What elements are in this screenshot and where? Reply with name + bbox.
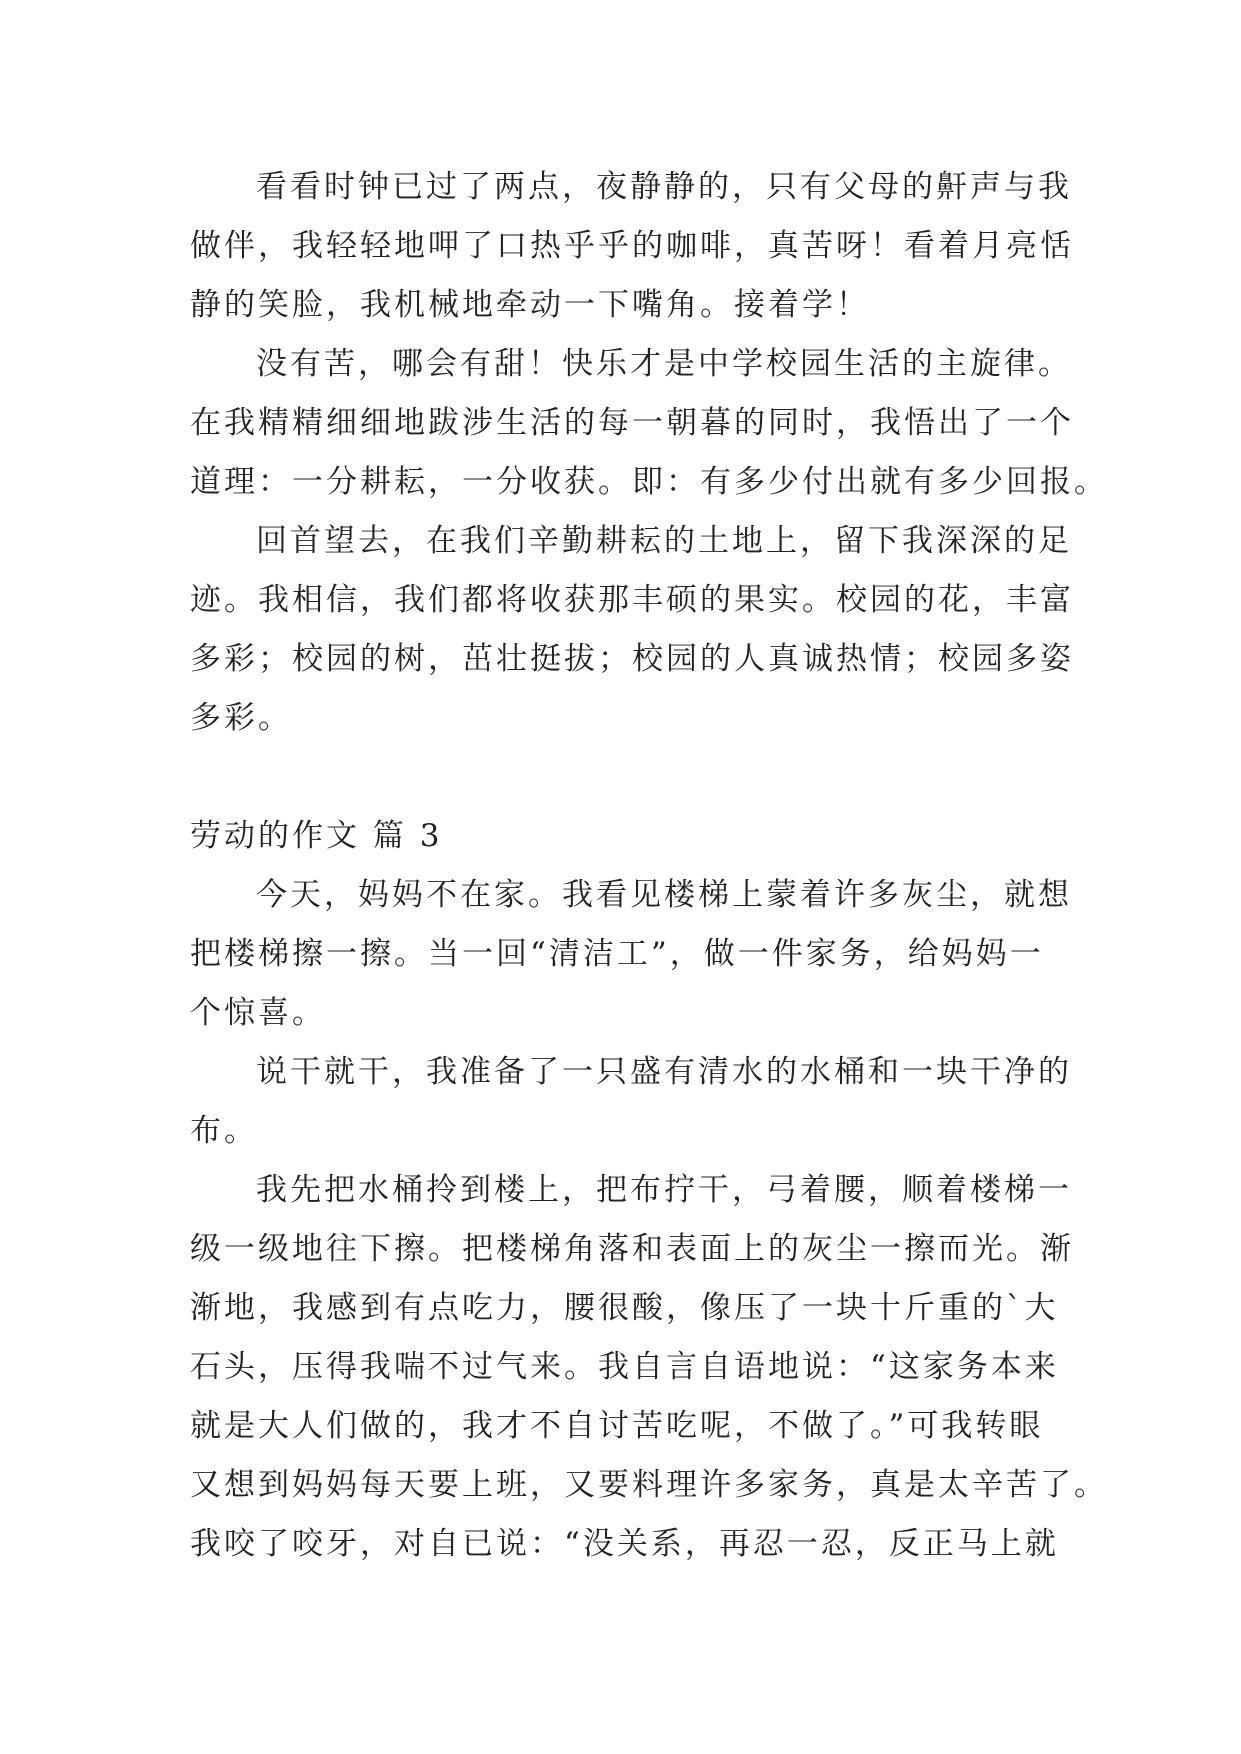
paragraph: [190, 335, 1108, 512]
document-body: [190, 158, 1108, 1574]
blank-line: [190, 748, 1058, 807]
text-line: 把楼梯擦一擦。当一回“清洁工”，做一件家务，给妈妈一: [190, 936, 1044, 972]
text-line: 迹。我相信，我们都将收获那丰硕的果实。校园的花，丰富: [190, 582, 1074, 618]
text-line: 在我精精细细地跋涉生活的每一朝暮的同时，我悟出了一个: [190, 405, 1074, 441]
text-line: 多彩；校园的树，茁壮挺拔；校园的人真诚热情；校园多姿: [190, 641, 1074, 677]
text-line: 渐地，我感到有点吃力，腰很酸，像压了一块十斤重的`大: [190, 1290, 1059, 1326]
paragraph: [190, 158, 1074, 335]
text-line: 级一级地往下擦。把楼梯角落和表面上的灰尘一擦而光。渐: [190, 1231, 1074, 1267]
paragraph: [190, 866, 1072, 1043]
paragraph: [190, 1161, 1108, 1574]
text-line: 看看时钟已过了两点，夜静静的，只有父母的鼾声与我: [256, 169, 1072, 205]
section-heading: 劳动的作文 篇 3: [190, 818, 443, 854]
text-line: 个惊喜。: [190, 995, 326, 1031]
text-line: 道理：一分耕耘，一分收获。即：有多少付出就有多少回报。: [190, 464, 1108, 500]
text-line: 我先把水桶拎到楼上，把布拧干，弓着腰，顺着楼梯一: [256, 1172, 1072, 1208]
text-line: 做伴，我轻轻地呷了口热乎乎的咖啡，真苦呀！看着月亮恬: [190, 228, 1074, 264]
text-line: 就是大人们做的，我才不自讨苦吃呢，不做了。”可我转眼: [190, 1408, 1044, 1444]
text-line: 静的笑脸，我机械地牵动一下嘴角。接着学！: [190, 287, 870, 323]
text-line: 回首望去，在我们辛勤耕耘的土地上，留下我深深的足: [256, 523, 1072, 559]
text-line: 我咬了咬牙，对自已说：“没关系，再忍一忍，反正马上就: [190, 1526, 1059, 1562]
paragraph: [190, 1043, 1072, 1161]
text-line: 说干就干，我准备了一只盛有清水的水桶和一块干净的: [256, 1054, 1072, 1090]
text-line: 没有苦，哪会有甜！快乐才是中学校园生活的主旋律。: [256, 346, 1072, 382]
text-line: 今天，妈妈不在家。我看见楼梯上蒙着许多灰尘，就想: [256, 877, 1072, 913]
text-line: 布。: [190, 1113, 258, 1149]
text-line: 石头，压得我喘不过气来。我自言自语地说：“这家务本来: [190, 1349, 1059, 1385]
text-line: 又想到妈妈每天要上班，又要料理许多家务，真是太辛苦了。: [190, 1467, 1108, 1503]
paragraph: [190, 512, 1074, 748]
text-line: 多彩。: [190, 700, 292, 736]
